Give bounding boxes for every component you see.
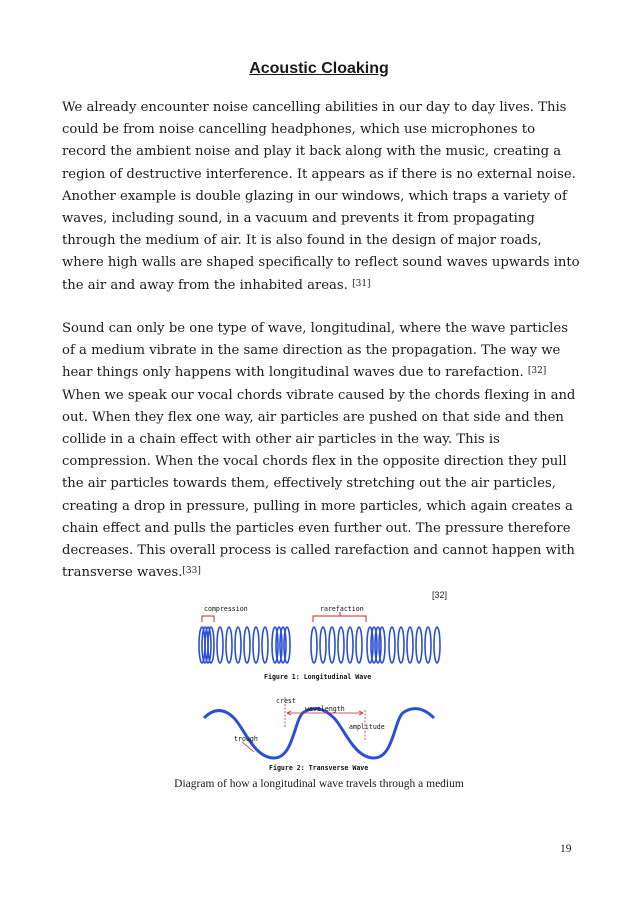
- coil-loop: [329, 627, 335, 663]
- coil-loop: [311, 627, 317, 663]
- paragraph-noise-cancelling: [62, 97, 582, 297]
- coil-loop: [217, 627, 223, 663]
- coil-loop: [262, 627, 268, 663]
- figure2-caption: Figure 2: Transverse Wave: [269, 764, 369, 772]
- wavelength-label: wavelength: [305, 705, 345, 713]
- figure-caption: Diagram of how a longitudinal wave travels through a medium: [174, 778, 464, 790]
- page-title: Acoustic Cloaking: [249, 60, 389, 77]
- coil-loop: [379, 627, 385, 663]
- citation-ref: [33]: [182, 566, 201, 577]
- rarefaction-label: rarefaction: [320, 605, 364, 613]
- amplitude-label: amplitude: [349, 723, 385, 731]
- crest-label: crest: [276, 697, 296, 705]
- coil-loop: [389, 627, 395, 663]
- figure-citation: [32]: [432, 590, 448, 600]
- coil-loop: [425, 627, 431, 663]
- coil-loop: [347, 627, 353, 663]
- coil-loop: [407, 627, 413, 663]
- coil-loop: [235, 627, 241, 663]
- coil-loop: [253, 627, 259, 663]
- page-number: 19: [560, 843, 572, 855]
- coil-loop: [284, 627, 290, 663]
- coil-loop: [416, 627, 422, 663]
- citation-ref: [32]: [527, 366, 547, 377]
- paragraph-text: Sound can only be one type of wave, longitudinal, where the wave particles of a medium vibrate in the same direction as the propagation. The way we hear things only happens with longitudinal waves due to rarefaction.: [62, 321, 568, 381]
- paragraph-longitudinal: [62, 318, 582, 584]
- figure1-caption: Figure 1: Longitudinal Wave: [264, 673, 372, 681]
- transverse-wave: [204, 709, 434, 758]
- trough-label: trough: [234, 735, 258, 743]
- rarefaction-bracket: [313, 612, 366, 622]
- coil-loop: [434, 627, 440, 663]
- coil-loop: [338, 627, 344, 663]
- citation-ref: [31]: [352, 278, 371, 289]
- wave-diagram: [180, 600, 460, 780]
- coil-loop: [356, 627, 362, 663]
- compression-bracket: [202, 616, 214, 622]
- coil-loop: [226, 627, 232, 663]
- paragraph-text: When we speak our vocal chords vibrate caused by the chords flexing in and out. When they flex one way, air particles are pushed on that side and then collide in a chain effect with other air particles in the way. This is compression. When the vocal chords flex in the opposite direction they pull the air particles towards them, effectively stretching out the air particles, creating a drop in pressure, pulling in more particles, which again creates a chain effect and pulls the particles even further out. The pressure therefore decreases. This overall process is called rarefaction and cannot happen with transverse waves.: [62, 387, 576, 581]
- paragraph-text: We already encounter noise cancelling abilities in our day to day lives. This could be from noise cancelling headphones, which use microphones to record the ambient noise and play it back along with the music, creating a region of destructive interference. It appears as if there is no external noise. Another example is double glazing in our windows, which traps a variety of waves, including sound, in a vacuum and prevents it from propagating through the medium of air. It is also found in the design of major roads, where high walls are shaped specifically to reflect sound waves upwards into the air and away from the inhabited areas.: [62, 100, 580, 293]
- coil-loop: [320, 627, 326, 663]
- coil-loop: [398, 627, 404, 663]
- coil-loop: [244, 627, 250, 663]
- compression-label: compression: [204, 605, 248, 613]
- longitudinal-wave-coils: [199, 627, 440, 663]
